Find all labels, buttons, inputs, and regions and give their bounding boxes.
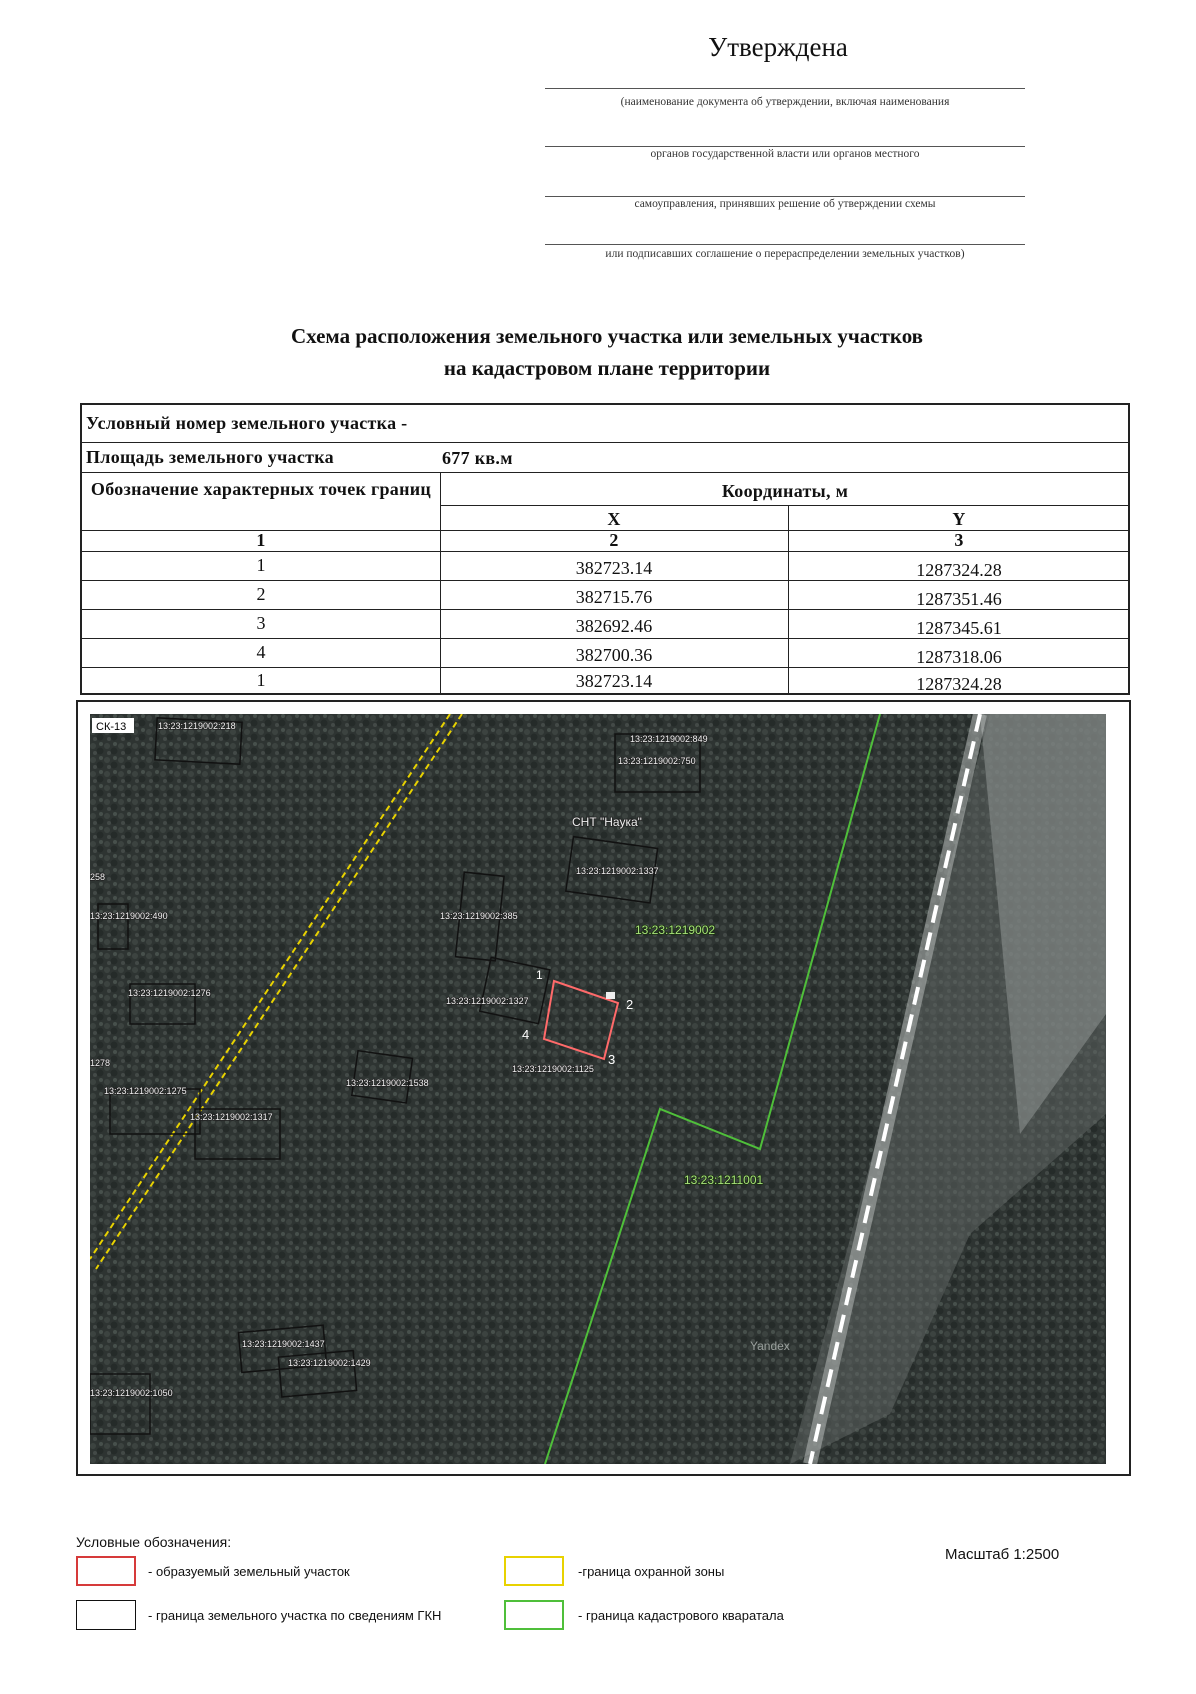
table-row bbox=[82, 668, 1128, 694]
col-number-2: 2 bbox=[609, 530, 619, 550]
col-number-1: 1 bbox=[256, 530, 266, 550]
approval-line bbox=[545, 146, 1025, 147]
legend-title: Условные обозначения: bbox=[76, 1534, 232, 1550]
y-header: Y bbox=[952, 509, 966, 529]
legend-swatch-gkn-parcel bbox=[76, 1600, 136, 1630]
plot-number-row bbox=[82, 405, 1128, 443]
snt-label: СНТ "Наука" bbox=[572, 815, 642, 829]
x-cell: 382700.36 bbox=[575, 645, 653, 665]
approval-line bbox=[545, 196, 1025, 197]
approval-caption-4: или подписавших соглашение о перераспределении земельных участков) bbox=[605, 248, 965, 260]
parcel-label: 13:23:1219002:1317 bbox=[190, 1112, 273, 1122]
legend-label-gkn-parcel: - граница земельного участка по сведениям ГКН bbox=[148, 1608, 442, 1623]
parcel-label: 13:23:1219002:1429 bbox=[288, 1358, 371, 1368]
point-cell: 1 bbox=[256, 555, 266, 575]
coordinates-table bbox=[80, 403, 1130, 695]
col-number-3: 3 bbox=[954, 530, 964, 550]
satellite-map bbox=[90, 714, 1106, 1464]
parcel-label: 13:23:1219002:1327 bbox=[446, 996, 529, 1006]
title-line-1: Схема расположения земельного участка или земельных участков bbox=[290, 324, 924, 348]
parcel-label: 13:23:1219002:750 bbox=[618, 756, 696, 766]
quarter-label: 13:23:1219002 bbox=[635, 923, 716, 937]
approval-line bbox=[545, 244, 1025, 245]
parcel-label: 13:23:1219002:1437 bbox=[242, 1339, 325, 1349]
parcel-label: 13:23:1219002:1337 bbox=[576, 866, 659, 876]
point-label: 1 bbox=[536, 968, 543, 982]
map-svg bbox=[90, 714, 1106, 1464]
point-cell: 2 bbox=[256, 584, 266, 604]
y-cell: 1287345.61 bbox=[916, 618, 1002, 638]
point-cell: 4 bbox=[256, 642, 266, 662]
parcel-label: 13:23:1219002:218 bbox=[158, 721, 236, 731]
x-cell: 382723.14 bbox=[575, 671, 653, 691]
y-cell: 1287324.28 bbox=[916, 560, 1002, 580]
legend-label-new-parcel: - образуемый земельный участок bbox=[148, 1564, 350, 1579]
parcel-label: 13:23:1219002:385 bbox=[440, 911, 518, 921]
sk-label: СК-13 bbox=[96, 721, 127, 733]
building bbox=[606, 992, 615, 999]
parcel-label: 13:23:1219002:1275 bbox=[104, 1086, 187, 1096]
area-value: 677 кв.м bbox=[442, 448, 513, 468]
parcel-label: 13:23:1219002:1276 bbox=[128, 988, 211, 998]
plot-number-label: Условный номер земельного участка - bbox=[86, 413, 408, 433]
x-cell: 382723.14 bbox=[575, 558, 653, 578]
y-cell: 1287324.28 bbox=[916, 674, 1002, 694]
point-label: 2 bbox=[626, 997, 634, 1012]
coords-header: Координаты, м bbox=[721, 481, 849, 501]
parcel-label: 13:23:1219002:1538 bbox=[346, 1078, 429, 1088]
parcel-label: 13:23:1219002:1125 bbox=[512, 1064, 594, 1074]
legend-label-protection-zone: -граница охранной зоны bbox=[578, 1564, 725, 1579]
x-cell: 382692.46 bbox=[575, 616, 653, 636]
legend-swatch-quarter-boundary bbox=[504, 1600, 564, 1630]
point-label: 3 bbox=[608, 1052, 616, 1067]
coords-header-line bbox=[440, 505, 1130, 506]
approval-caption-3: самоуправления, принявших решение об утверждении схемы bbox=[634, 198, 936, 210]
area-row bbox=[82, 443, 1128, 473]
table-row bbox=[82, 610, 1128, 639]
parcel-label: 1278 bbox=[90, 1058, 111, 1068]
y-cell: 1287318.06 bbox=[916, 647, 1002, 667]
legend-label-quarter-boundary: - граница кадастрового кваратала bbox=[578, 1608, 784, 1623]
legend-swatch-new-parcel bbox=[76, 1556, 136, 1586]
quarter-label: 13:23:1211001 bbox=[684, 1173, 764, 1187]
parcel-label: 258 bbox=[90, 872, 106, 882]
x-cell: 382715.76 bbox=[575, 587, 653, 607]
points-header: Обозначение характерных точек границ bbox=[90, 479, 432, 499]
approved-heading: Утверждена bbox=[708, 32, 848, 62]
x-header: X bbox=[607, 509, 621, 529]
approval-line bbox=[545, 88, 1025, 89]
table-row bbox=[82, 581, 1128, 610]
parcel-label: 13:23:1219002:849 bbox=[630, 734, 708, 744]
parcel-label: 13:23:1219002:1050 bbox=[90, 1388, 173, 1398]
yandex-watermark: Yandex bbox=[750, 1339, 790, 1353]
legend-swatch-protection-zone bbox=[504, 1556, 564, 1586]
point-cell: 3 bbox=[256, 613, 266, 633]
approval-caption-2: органов государственной власти или органов местного bbox=[650, 148, 920, 160]
document-title bbox=[0, 320, 1196, 384]
area-label: Площадь земельного участка bbox=[86, 447, 334, 467]
point-label: 4 bbox=[522, 1027, 530, 1042]
map-frame bbox=[76, 700, 1131, 1476]
point-cell: 1 bbox=[256, 670, 266, 690]
map-scale: Масштаб 1:2500 bbox=[945, 1546, 1060, 1563]
table-row bbox=[82, 639, 1128, 668]
y-cell: 1287351.46 bbox=[916, 589, 1002, 609]
table-row bbox=[82, 552, 1128, 581]
parcel-label: 13:23:1219002:490 bbox=[90, 911, 168, 921]
title-line-2: на кадастровом плане территории bbox=[443, 356, 771, 380]
approval-caption-1: (наименование документа об утверждении, включая наименования bbox=[620, 96, 950, 108]
